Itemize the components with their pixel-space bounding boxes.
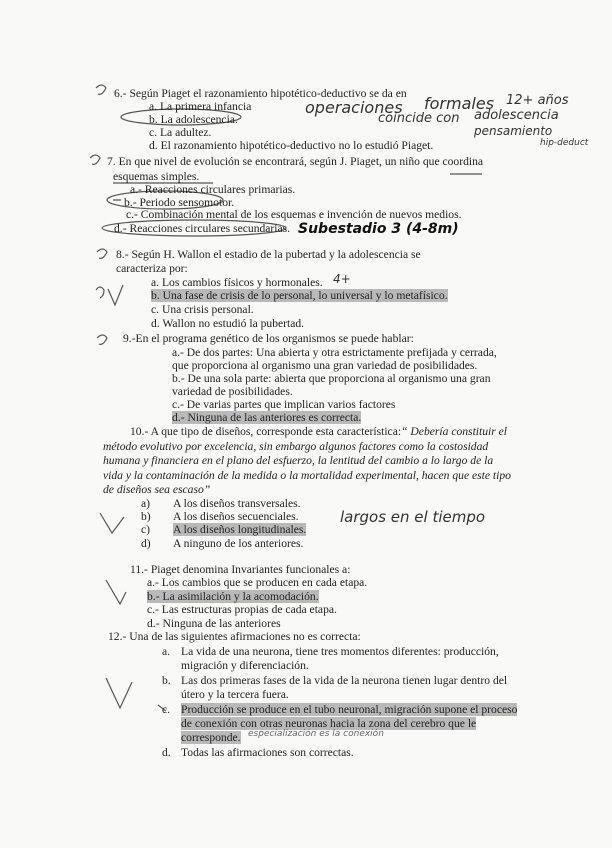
- q9-option-c: c.- De varias partes que implican varios factores: [172, 398, 396, 411]
- q11-option-b-highlight: b.- La asimilación y la acomodación.: [147, 590, 319, 603]
- handwriting-largos: largos en el tiempo: [340, 508, 486, 526]
- handwriting-4plus: 4+: [333, 272, 351, 286]
- q6-option-a: a. La primera infancia: [149, 100, 252, 113]
- q8-option-a: a. Los cambios físicos y hormonales.: [151, 276, 323, 289]
- q10-option-c-highlight: A los diseños longitudinales.: [173, 523, 307, 536]
- q10-quote-line2: método evolutivo por excelencia, sin embargo algunos factores como la costosidad: [103, 440, 489, 453]
- q11-option-a: a.- Los cambios que se producen en cada etapa.: [147, 576, 368, 589]
- handwriting-especializacion: especialización es la conexión: [248, 729, 384, 739]
- q12-option-b: Las dos primeras fases de la vida de la neurona tienen lugar dentro del: [181, 674, 508, 687]
- q7-option-c: c.- Combinación mental de los esquemas e invención de nuevos medios.: [126, 208, 462, 221]
- q10-letter-d: d): [141, 537, 151, 550]
- q10-letter-b: b): [141, 510, 151, 523]
- q6-option-d: d. El razonamiento hipotético-deductivo no lo estudió Piaget.: [149, 139, 434, 152]
- q7-stem: 7. En que nivel de evolución se encontrará, según J. Piaget, un niño que coordina: [107, 155, 484, 168]
- q9-option-a-cont: que proporciona al organismo una gran variedad de posibilidades.: [172, 359, 478, 372]
- handwriting-age: 12+ años: [506, 93, 569, 108]
- q9-option-d-highlight: d.- Ninguna de las anteriores es correcta.: [172, 411, 362, 424]
- q9-stem: 9.-En el programa genético de los organismos se puede hablar:: [123, 332, 414, 345]
- q12-option-d: Todas las afirmaciones son correctas.: [181, 746, 354, 759]
- q9-option-b: b.- De una sola parte: abierta que proporciona al organismo una gran: [172, 372, 491, 385]
- q11-stem: 11.- Piaget denomina Invariantes funcionales a:: [130, 563, 351, 576]
- q8-option-d: d. Wallon no estudió la pubertad.: [151, 317, 305, 330]
- handwriting-adolescencia: adolescencia: [474, 108, 559, 123]
- q7-stem-cont: esquemas simples.: [113, 170, 200, 183]
- q12-letter-c: c.: [162, 703, 171, 716]
- q8-option-c: c. Una crisis personal.: [151, 303, 254, 316]
- handwriting-formales: formales: [424, 94, 495, 113]
- q7-option-b: b.- Periodo sensomotor.: [124, 196, 235, 209]
- q8-stem: 8.- Según H. Wallon el estadio de la pubertad y la adolescencia se: [116, 248, 421, 261]
- q6-option-b: b. La adolescencia.: [149, 113, 238, 126]
- check-mark-q6: [96, 85, 106, 94]
- q6-stem: 6.- Según Piaget el razonamiento hipotético-deductivo se da en: [114, 87, 407, 100]
- tick-q8: [108, 285, 123, 305]
- handwriting-subestadio: Subestadio 3 (4-8m): [298, 221, 459, 237]
- q12-option-c-end: [181, 731, 241, 744]
- check-mark-q9: [97, 335, 107, 344]
- q10-letter-a: a): [141, 497, 151, 510]
- q11-option-d: d.- Ninguna de las anteriores: [147, 617, 281, 630]
- q12-letter-b: b.: [162, 674, 171, 687]
- q12-option-b-cont: útero y la tercera fuera.: [181, 688, 289, 701]
- check-mark-q7: [90, 155, 100, 164]
- question-mark-q8: [96, 287, 104, 298]
- q10-quote-line5: de diseños sea escaso”: [103, 483, 211, 496]
- q10-option-d: A ninguno de los anteriores.: [173, 537, 304, 550]
- q10-option-b: A los diseños secuenciales.: [173, 510, 299, 523]
- handwriting-hip-deduct: hip-deduct: [540, 138, 589, 148]
- q10-quote-line3: humana y financiera en el plano del esfuerzo, la lentitud del cambio a lo largo de la: [103, 454, 494, 467]
- q8-stem-cont: caracteriza por:: [116, 262, 188, 275]
- q12-option-c-highlight: Producción se produce en el tubo neuronal, migración supone el proceso: [181, 703, 518, 716]
- handwriting-coincide: coincide con: [378, 111, 460, 126]
- q12-stem: 12.- Una de las siguientes afirmaciones no es correcta:: [108, 630, 361, 643]
- q9-option-a: a.- De dos partes: Una abierta y otra estrictamente prefijada y cerrada,: [172, 346, 497, 359]
- q9-option-d: [172, 411, 361, 424]
- handwriting-operaciones: operaciones: [305, 98, 403, 117]
- q10-stem: [130, 425, 507, 438]
- q10-option-a: A los diseños transversales.: [173, 497, 301, 510]
- q8-option-b: [151, 289, 448, 302]
- q7-option-a: a.- Reacciones circulares primarias.: [130, 183, 296, 196]
- q12-letter-a: a.: [162, 645, 171, 658]
- q12-option-c: [181, 703, 517, 716]
- q10-quote-start: “ Debería constituir el: [401, 425, 508, 438]
- q12-option-a-cont: migración y diferenciación.: [181, 659, 309, 672]
- q11-option-c: c.- Las estructuras propias de cada etapa.: [147, 603, 337, 616]
- check-mark-q8: [97, 249, 107, 258]
- tick-q11: [106, 580, 126, 604]
- q12-option-a: La vida de una neurona, tiene tres momentos diferentes: producción,: [181, 645, 499, 658]
- q10-quote-line4: vida y la contaminación de la medida o la mortalidad experimental, hacen que este tipo: [103, 469, 511, 482]
- q6-option-c: c. La adultez.: [149, 126, 212, 139]
- q11-option-b: [147, 590, 319, 603]
- q12-option-c-end-highlight: corresponde.: [181, 731, 241, 744]
- q7-option-d: d.- Reacciones circulares secundarias.: [114, 222, 291, 235]
- q12-letter-d: d.: [162, 746, 171, 759]
- tick-q10: [100, 513, 124, 533]
- q10-letter-c: c): [141, 523, 151, 536]
- q10-stem-lead: 10.- A que tipo de diseños, corresponde esta característica:: [130, 425, 402, 438]
- q9-option-b-cont: variedad de posibilidades.: [172, 385, 293, 398]
- q10-option-c: [173, 523, 306, 536]
- tick-q12: [106, 678, 132, 708]
- handwriting-pensamiento: pensamiento: [474, 124, 553, 138]
- q12-option-c-cont-highlight: de conexión con otras neuronas hacia la zona del cerebro que le: [181, 717, 477, 730]
- q8-option-b-highlight: b. Una fase de crisis de lo personal, lo universal y lo metafísico.: [151, 289, 448, 302]
